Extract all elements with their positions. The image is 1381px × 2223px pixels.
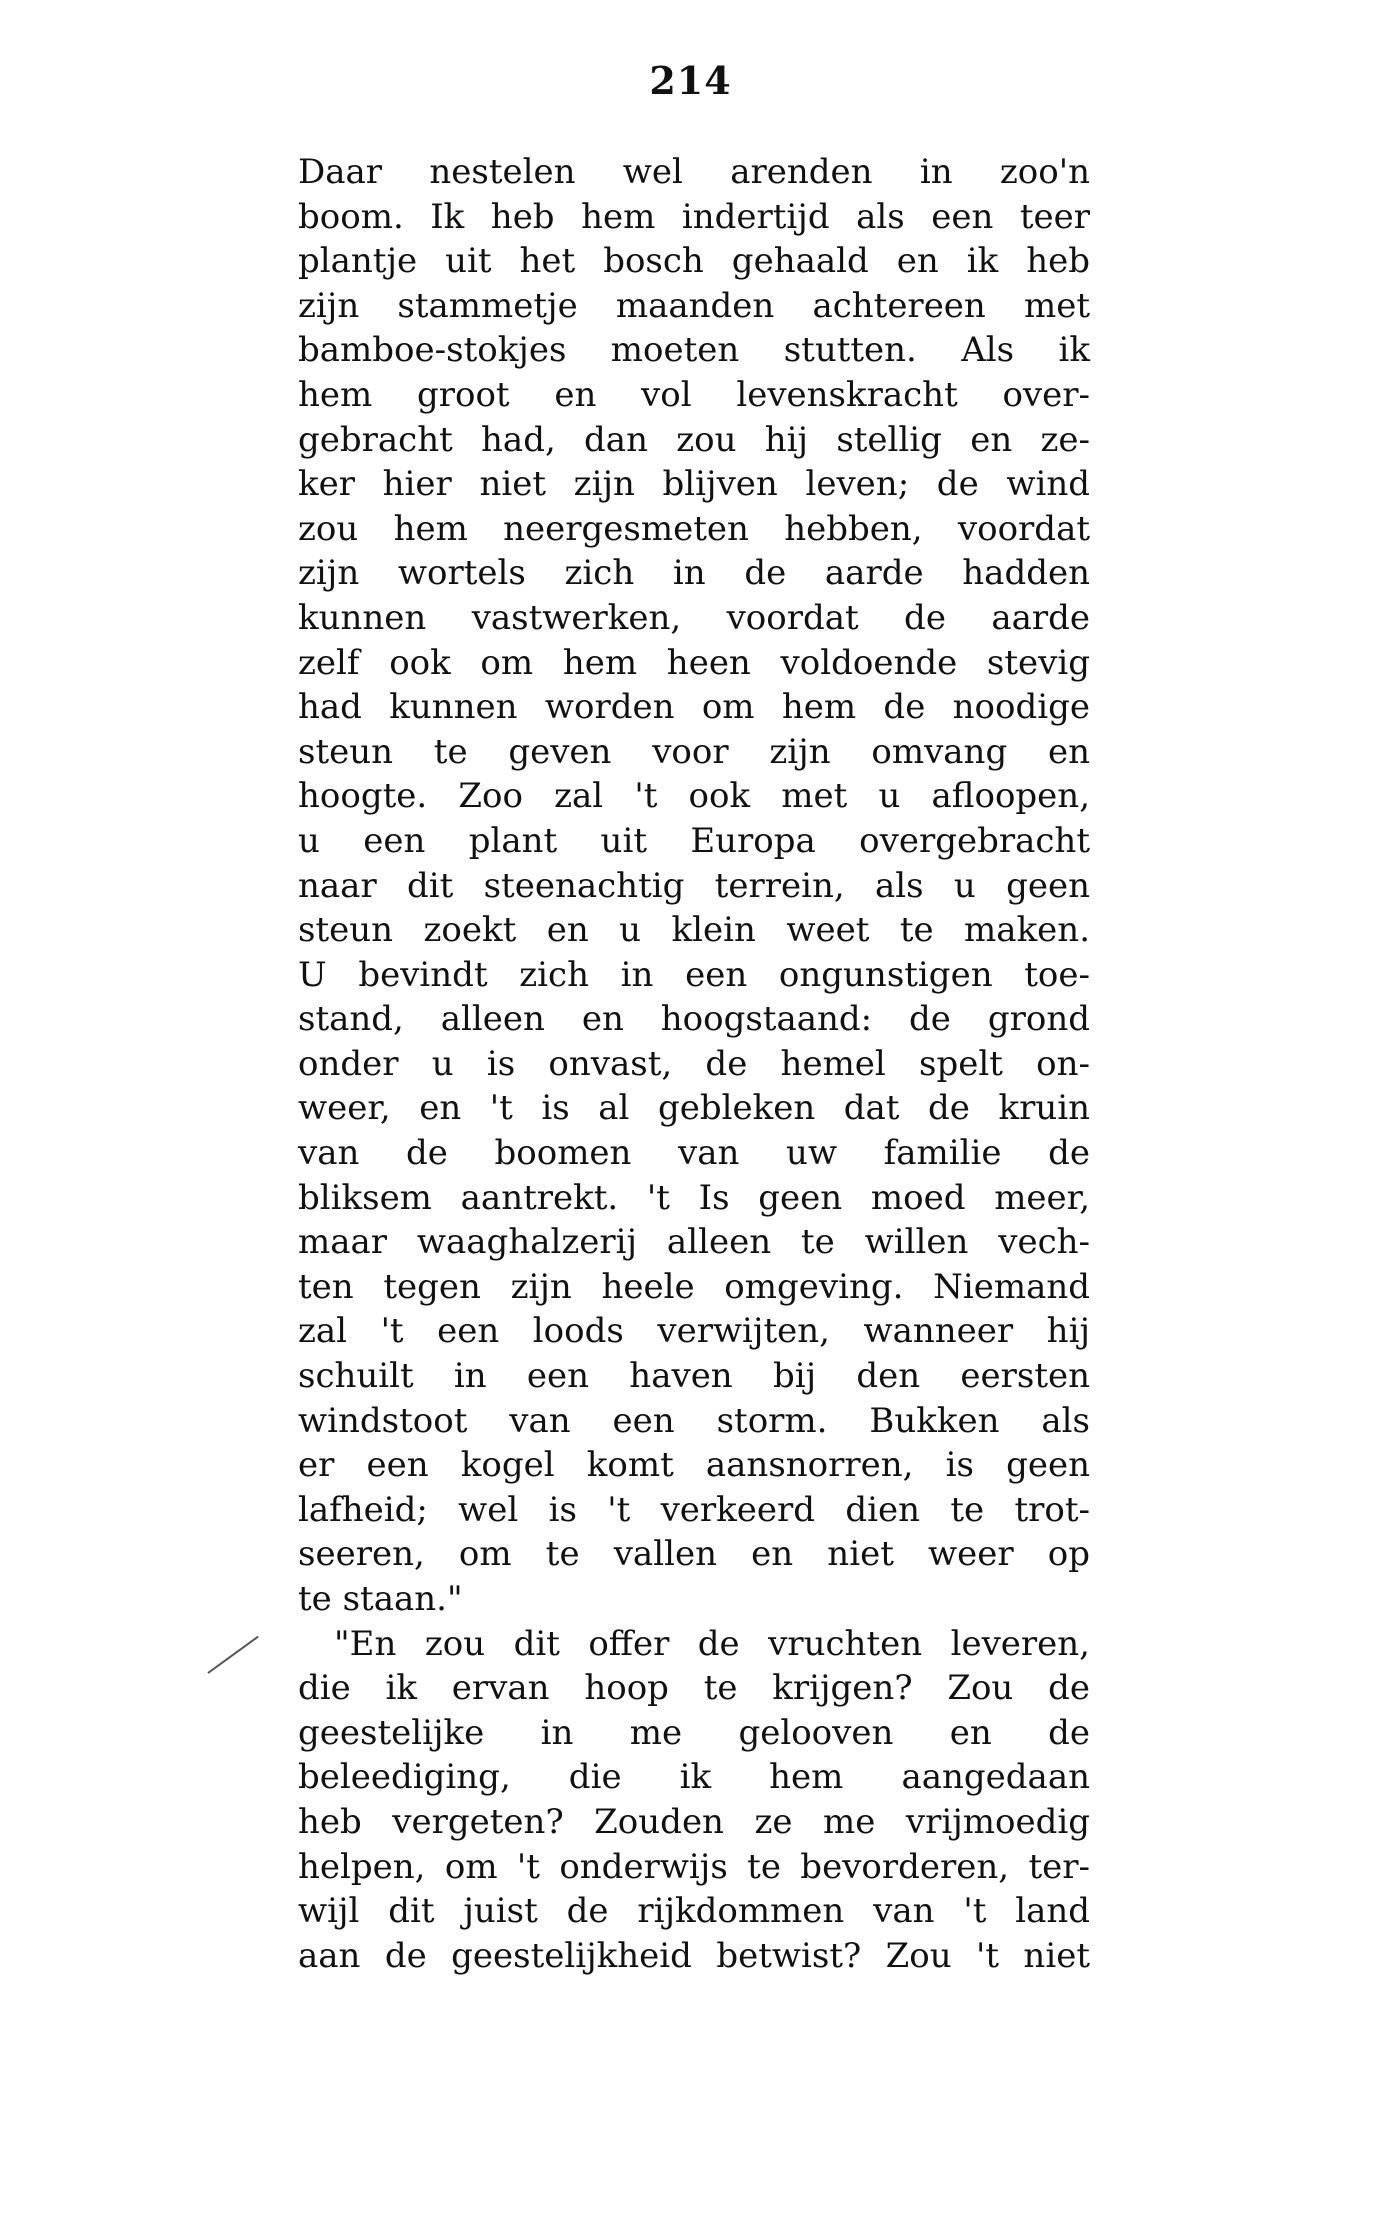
text-line: bliksem aantrekt. 't Is geen moed meer, <box>298 1177 1090 1218</box>
text-line: er een kogel komt aansnorren, is geen <box>298 1445 1090 1486</box>
text-line: hoogte. Zoo zal 't ook met u afloopen, <box>298 776 1090 817</box>
text-line: wijl dit juist de rijkdommen van 't land <box>298 1891 1090 1932</box>
text-line: die ik ervan hoop te krijgen? Zou de <box>298 1668 1090 1709</box>
text-line: van de boomen van uw familie de <box>298 1133 1090 1174</box>
text-line: zijn stammetje maanden achtereen met <box>298 285 1090 326</box>
text-line: helpen, om 't onderwijs te bevorderen, ter- <box>298 1846 1090 1887</box>
page-number: 214 <box>649 58 732 103</box>
text-line: onder u is onvast, de hemel spelt on- <box>298 1043 1090 1084</box>
text-line: windstoot van een storm. Bukken als <box>298 1400 1090 1441</box>
body-text <box>298 150 1090 1978</box>
text-line: ker hier niet zijn blijven leven; de wind <box>298 464 1090 505</box>
text-line: plantje uit het bosch gehaald en ik heb <box>298 241 1090 282</box>
text-line: stand, alleen en hoogstaand: de grond <box>298 999 1090 1040</box>
text-line: U bevindt zich in een ongunstigen toe- <box>298 954 1090 995</box>
text-line: aan de geestelijkheid betwist? Zou 't niet <box>298 1935 1090 1976</box>
text-line: steun te geven voor zijn omvang en <box>298 731 1090 772</box>
text-line: weer, en 't is al gebleken dat de kruin <box>298 1088 1090 1129</box>
text-line: maar waaghalzerij alleen te willen vech- <box>298 1222 1090 1263</box>
text-line: zal 't een loods verwijten, wanneer hij <box>298 1311 1090 1352</box>
text-line: had kunnen worden om hem de noodige <box>298 687 1090 728</box>
pencil-mark <box>207 1636 258 1674</box>
text-line: boom. Ik heb hem indertijd als een teer <box>298 196 1090 237</box>
text-line: geestelijke in me gelooven en de <box>298 1712 1090 1753</box>
text-line: bamboe-stokjes moeten stutten. Als ik <box>298 330 1090 371</box>
text-line: ten tegen zijn heele omgeving. Niemand <box>298 1266 1090 1307</box>
text-line: Daar nestelen wel arenden in zoo'n <box>298 152 1090 192</box>
text-line: zou hem neergesmeten hebben, voordat <box>298 508 1090 549</box>
paragraph-start-line: "En zou dit offer de vruchten leveren, <box>334 1623 1090 1664</box>
text-line: kunnen vastwerken, voordat de aarde <box>298 597 1090 638</box>
text-line: lafheid; wel is 't verkeerd dien te trot- <box>298 1489 1090 1530</box>
text-line: beleediging, die ik hem aangedaan <box>298 1757 1090 1798</box>
text-line: u een plant uit Europa overgebracht <box>298 820 1090 861</box>
paragraph-end-line: te staan." <box>298 1579 463 1619</box>
text-line: hem groot en vol levenskracht over- <box>298 374 1090 415</box>
text-line: naar dit steenachtig terrein, als u geen <box>298 865 1090 906</box>
text-line: zijn wortels zich in de aarde hadden <box>298 553 1090 594</box>
text-line: zelf ook om hem heen voldoende stevig <box>298 642 1090 683</box>
text-line: heb vergeten? Zouden ze me vrijmoedig <box>298 1801 1090 1842</box>
text-line: gebracht had, dan zou hij stellig en ze- <box>298 419 1090 460</box>
text-line: seeren, om te vallen en niet weer op <box>298 1534 1090 1575</box>
text-line: steun zoekt en u klein weet te maken. <box>298 910 1090 951</box>
text-line: schuilt in een haven bij den eersten <box>298 1356 1090 1397</box>
